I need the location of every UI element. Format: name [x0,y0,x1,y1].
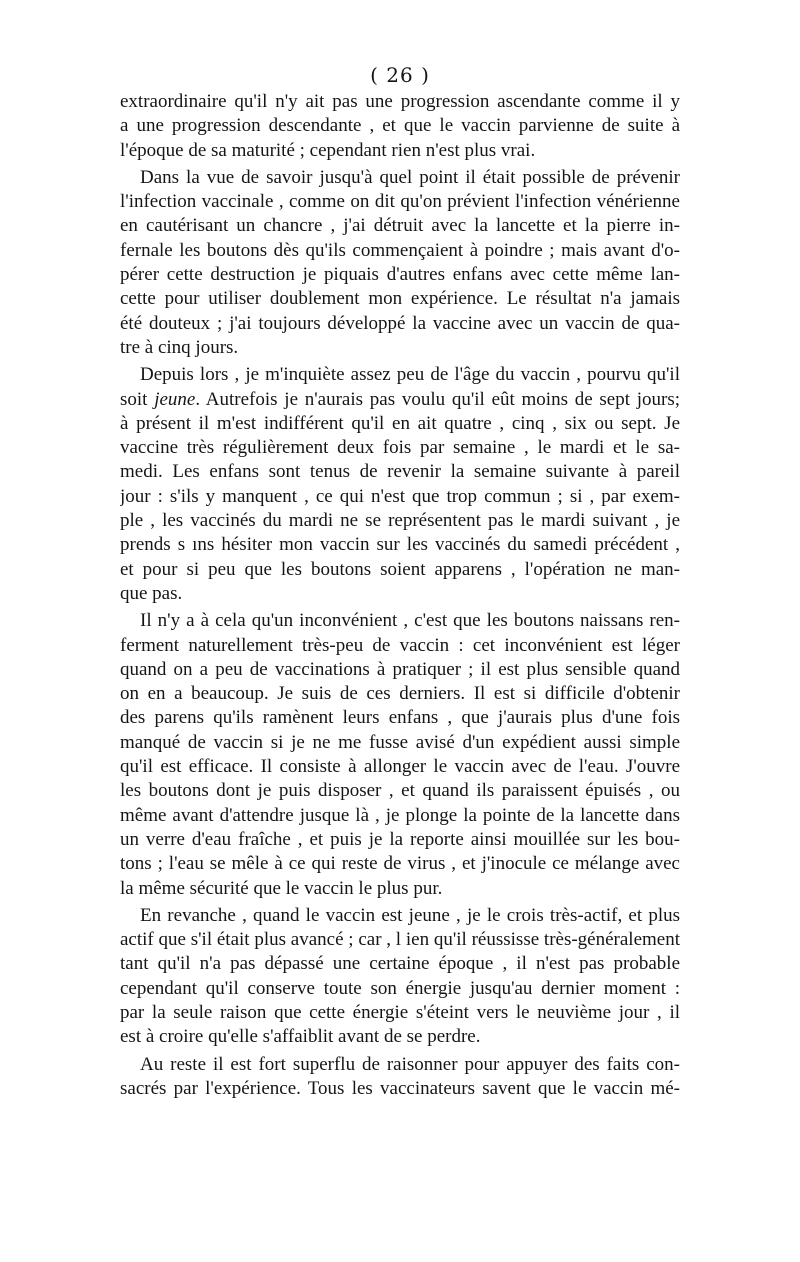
text-line: tre à cinq jours. [120,336,239,358]
text-line: la même sécurité que le vaccin le plus pur. [120,877,443,899]
text-line: à présent il m'est indifférent qu'il en ait quatre , cinq , six ou sept. Je [120,412,680,434]
text-line: vaccine très régulièrement deux fois par semaine , le mardi et le sa- [120,437,680,459]
paragraph-2 [120,166,680,360]
text-line: manqué de vaccin si je ne me fusse avisé d'un expédient aussi simple [120,731,680,753]
text-line: en cautérisant un chancre , j'ai détruit avec la lancette et la pierre in- [120,215,680,237]
body-text [120,90,680,1101]
text-line: Dans la vue de savoir jusqu'à quel point il était possible de prévenir [140,166,680,188]
text-line: l'infection vaccinale , comme on dit qu'on prévient l'infection vénérienne [120,191,680,213]
text-line: qu'il est efficace. Il consiste à allonger le vaccin avec de l'eau. J'ouvre [120,756,680,778]
text-line: que pas. [120,582,183,604]
text-line: fernale les boutons dès qu'ils commençaient à poindre ; mais avant d'o- [120,239,680,261]
text-line: même avant d'attendre jusque là , je plonge la pointe de la lancette dans [120,804,680,826]
text-line: tons ; l'eau se mêle à ce qui reste de virus , et j'inocule ce mélange avec [120,853,680,875]
text-line: pérer cette destruction je piquais d'autres enfans avec cette même lan- [120,264,680,286]
text-line: est à croire qu'elle s'affaiblit avant de se perdre. [120,1026,481,1048]
text-line: Il n'y a à cela qu'un inconvénient , c'est que les boutons naissans ren- [140,610,680,632]
text-line: été douteux ; j'ai toujours développé la vaccine avec un vaccin de qua- [120,312,680,334]
text-line: l'époque de sa maturité ; cependant rien n'est plus vrai. [120,139,536,161]
paragraph-6 [120,1053,680,1102]
text-line: on en a beaucoup. Je suis de ces derniers. Il est si difficile d'obtenir [120,683,680,705]
text-line: Depuis lors , je m'inquiète assez peu de l'âge du vaccin , pourvu qu'il [140,364,680,386]
text-line: extraordinaire qu'il n'y ait pas une progression ascendante comme il y [120,91,680,112]
text-line: Au reste il est fort superflu de raisonner pour appuyer des faits con- [140,1053,680,1075]
text-line: soit jeune. Autrefois je n'aurais pas voulu qu'il eût moins de sept jours; [120,388,680,410]
text-line: les boutons dont je puis disposer , et quand ils paraissent épuisés , ou [120,780,680,802]
text-line: a une progression descendante , et que le vaccin parvienne de suite à [120,115,680,137]
text-line: actif que s'il était plus avancé ; car , l ien qu'il réussisse très-généralement [120,929,680,951]
text-line: ple , les vaccinés du mardi ne se représentent pas le mardi suivant , je [120,510,680,532]
text-line: En revanche , quand le vaccin est jeune , je le crois très-actif, et plus [140,904,680,926]
text-line: sacrés par l'expérience. Tous les vaccinateurs savent que le vaccin mé- [120,1077,680,1099]
italic-word: jeune [154,388,196,410]
text-line: quand on a peu de vaccinations à pratiquer ; il est plus sensible quand [120,658,680,680]
paragraph-1 [120,90,680,163]
text-line: et pour si peu que les boutons soient apparens , l'opération ne man- [120,558,680,580]
paragraph-4 [120,609,680,901]
paragraph-5 [120,904,680,1050]
paragraph-3 [120,363,680,606]
text-line: prends s ıns hésiter mon vaccin sur les vaccinés du samedi précédent , [120,534,680,556]
text-line: par la seule raison que cette énergie s'éteint vers le neuvième jour , il [120,1001,680,1023]
text-line: jour : s'ils y manquent , ce qui n'est que trop commun ; si , par exem- [120,485,680,507]
text-line: cependant qu'il conserve toute son énergie jusqu'au dernier moment : [120,977,680,999]
text-line: des parens qu'ils ramènent leurs enfans , que j'aurais plus d'une fois [120,707,680,729]
text-line: tant qu'il n'a pas dépassé une certaine époque , il n'est pas probable [120,953,680,975]
text-line: medi. Les enfans sont tenus de revenir la semaine suivante à pareil [120,461,680,483]
text-line: un verre d'eau fraîche , et puis je la reporte ainsi mouillée sur les bou- [120,828,680,850]
page-number: ( 26 ) [370,63,430,87]
text-line: cette pour utiliser doublement mon expérience. Le résultat n'a jamais [120,288,680,310]
text-line: ferment naturellement très-peu de vaccin : cet inconvénient est léger [120,634,680,656]
